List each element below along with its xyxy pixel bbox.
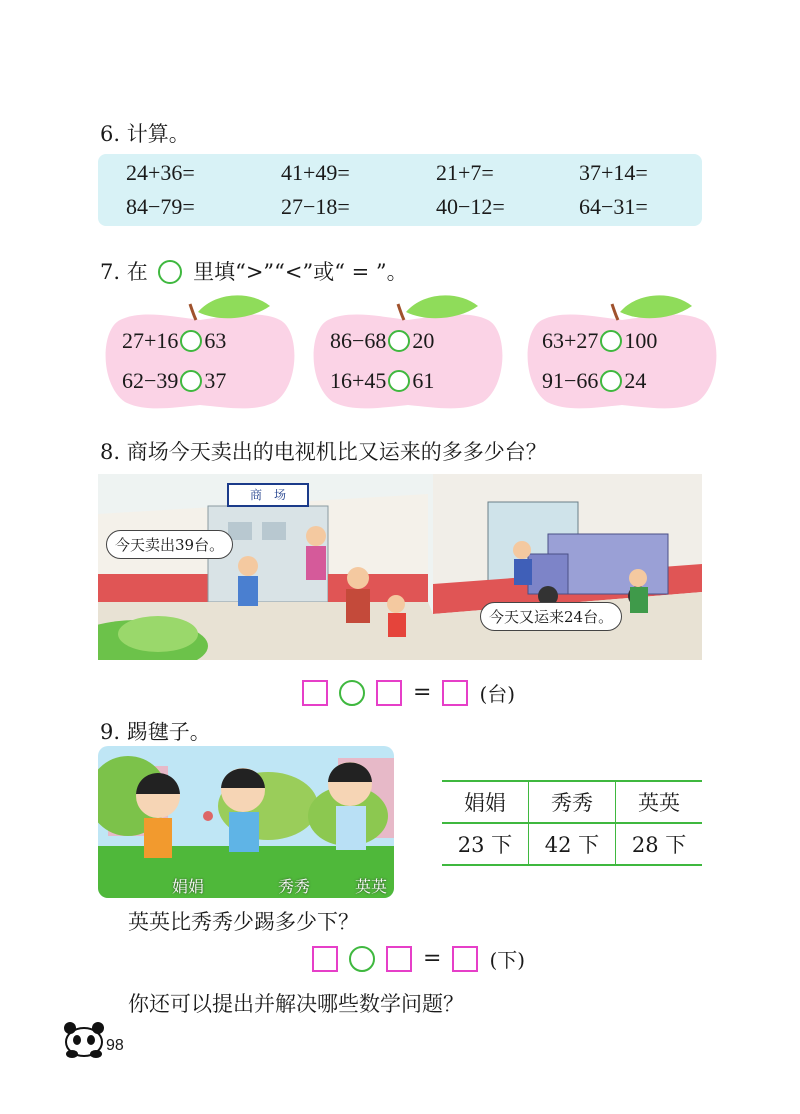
equals-sign: = [423,946,442,971]
calc-box [98,154,702,226]
q8-equation [302,678,519,707]
store-sign: 商 场 [249,488,286,502]
q9-equation [312,944,529,973]
calc-item: 21+7= [436,160,494,185]
table-cell: 28 下 [616,823,702,865]
apple-value: 37 [204,368,227,393]
apple-value: 20 [412,328,435,353]
kid-label: 秀秀 [278,877,311,896]
answer-box[interactable] [386,946,412,972]
page-number: 98 [106,1037,124,1054]
speech-bubble-sold: 今天卖出39台。 [106,530,233,559]
compare-circle[interactable] [180,370,202,392]
q6-title: 6. 计算。 [100,122,190,146]
apple-expr: 62−39 [122,368,179,393]
panda-icon [62,1016,106,1060]
q9-question: 英英比秀秀少踢多少下？ [128,910,359,934]
apple-value: 100 [624,328,658,353]
apple-expr: 86−68 [330,328,387,353]
compare-circle[interactable] [180,330,202,352]
compare-circle[interactable] [600,330,622,352]
apple-value: 63 [204,328,227,353]
q7-title-suffix: 里填“>”“<”或“ = ”。 [193,260,408,284]
operator-circle[interactable] [339,680,365,706]
kid-label: 娟娟 [172,877,205,896]
calc-item: 64−31= [579,194,648,219]
q7-title [100,256,408,286]
table-row [442,823,702,865]
q9-title: 9. 踢毽子。 [100,720,211,744]
answer-box[interactable] [312,946,338,972]
apple-value: 24 [624,368,647,393]
apple-expr: 27+16 [122,328,179,353]
kid-label: 英英 [355,877,388,896]
answer-box[interactable] [302,680,328,706]
unit-label: (下) [489,948,526,972]
table-header: 娟娟 [442,781,528,823]
speech-bubble-arrived: 今天又运来24台。 [480,602,622,631]
calc-item: 41+49= [281,160,350,185]
calc-item: 27−18= [281,194,350,219]
calc-item: 40−12= [436,194,505,219]
table-header: 秀秀 [528,781,615,823]
compare-circle[interactable] [600,370,622,392]
table-cell: 23 下 [442,823,528,865]
shuttlecock-illustration [98,746,394,898]
calc-item: 37+14= [579,160,648,185]
apple-expr: 91−66 [542,368,599,393]
compare-circle[interactable] [388,370,410,392]
q8-title: 8. 商场今天卖出的电视机比又运来的多多少台？ [100,440,547,464]
compare-circle[interactable] [388,330,410,352]
q7-title-prefix: 7. 在 [100,260,148,284]
apple-value: 61 [412,368,435,393]
apple-card [100,290,300,414]
answer-box[interactable] [442,680,468,706]
table-row [442,781,702,823]
apple-card [522,290,722,414]
equals-sign: = [413,680,432,705]
calc-item: 24+36= [126,160,195,185]
calc-item: 84−79= [126,194,195,219]
mall-illustration [98,474,702,660]
apple-expr: 16+45 [330,368,387,393]
circle-icon [158,260,182,284]
score-table [442,780,702,866]
mall-scene-image [98,474,702,660]
apple-expr: 63+27 [542,328,599,353]
kids-playing-image [98,746,394,898]
answer-box[interactable] [376,680,402,706]
table-header: 英英 [616,781,702,823]
apple-card [308,290,508,414]
table-cell: 42 下 [528,823,615,865]
q9-followup: 你还可以提出并解决哪些数学问题？ [128,992,464,1016]
operator-circle[interactable] [349,946,375,972]
unit-label: (台) [479,682,516,706]
answer-box[interactable] [452,946,478,972]
